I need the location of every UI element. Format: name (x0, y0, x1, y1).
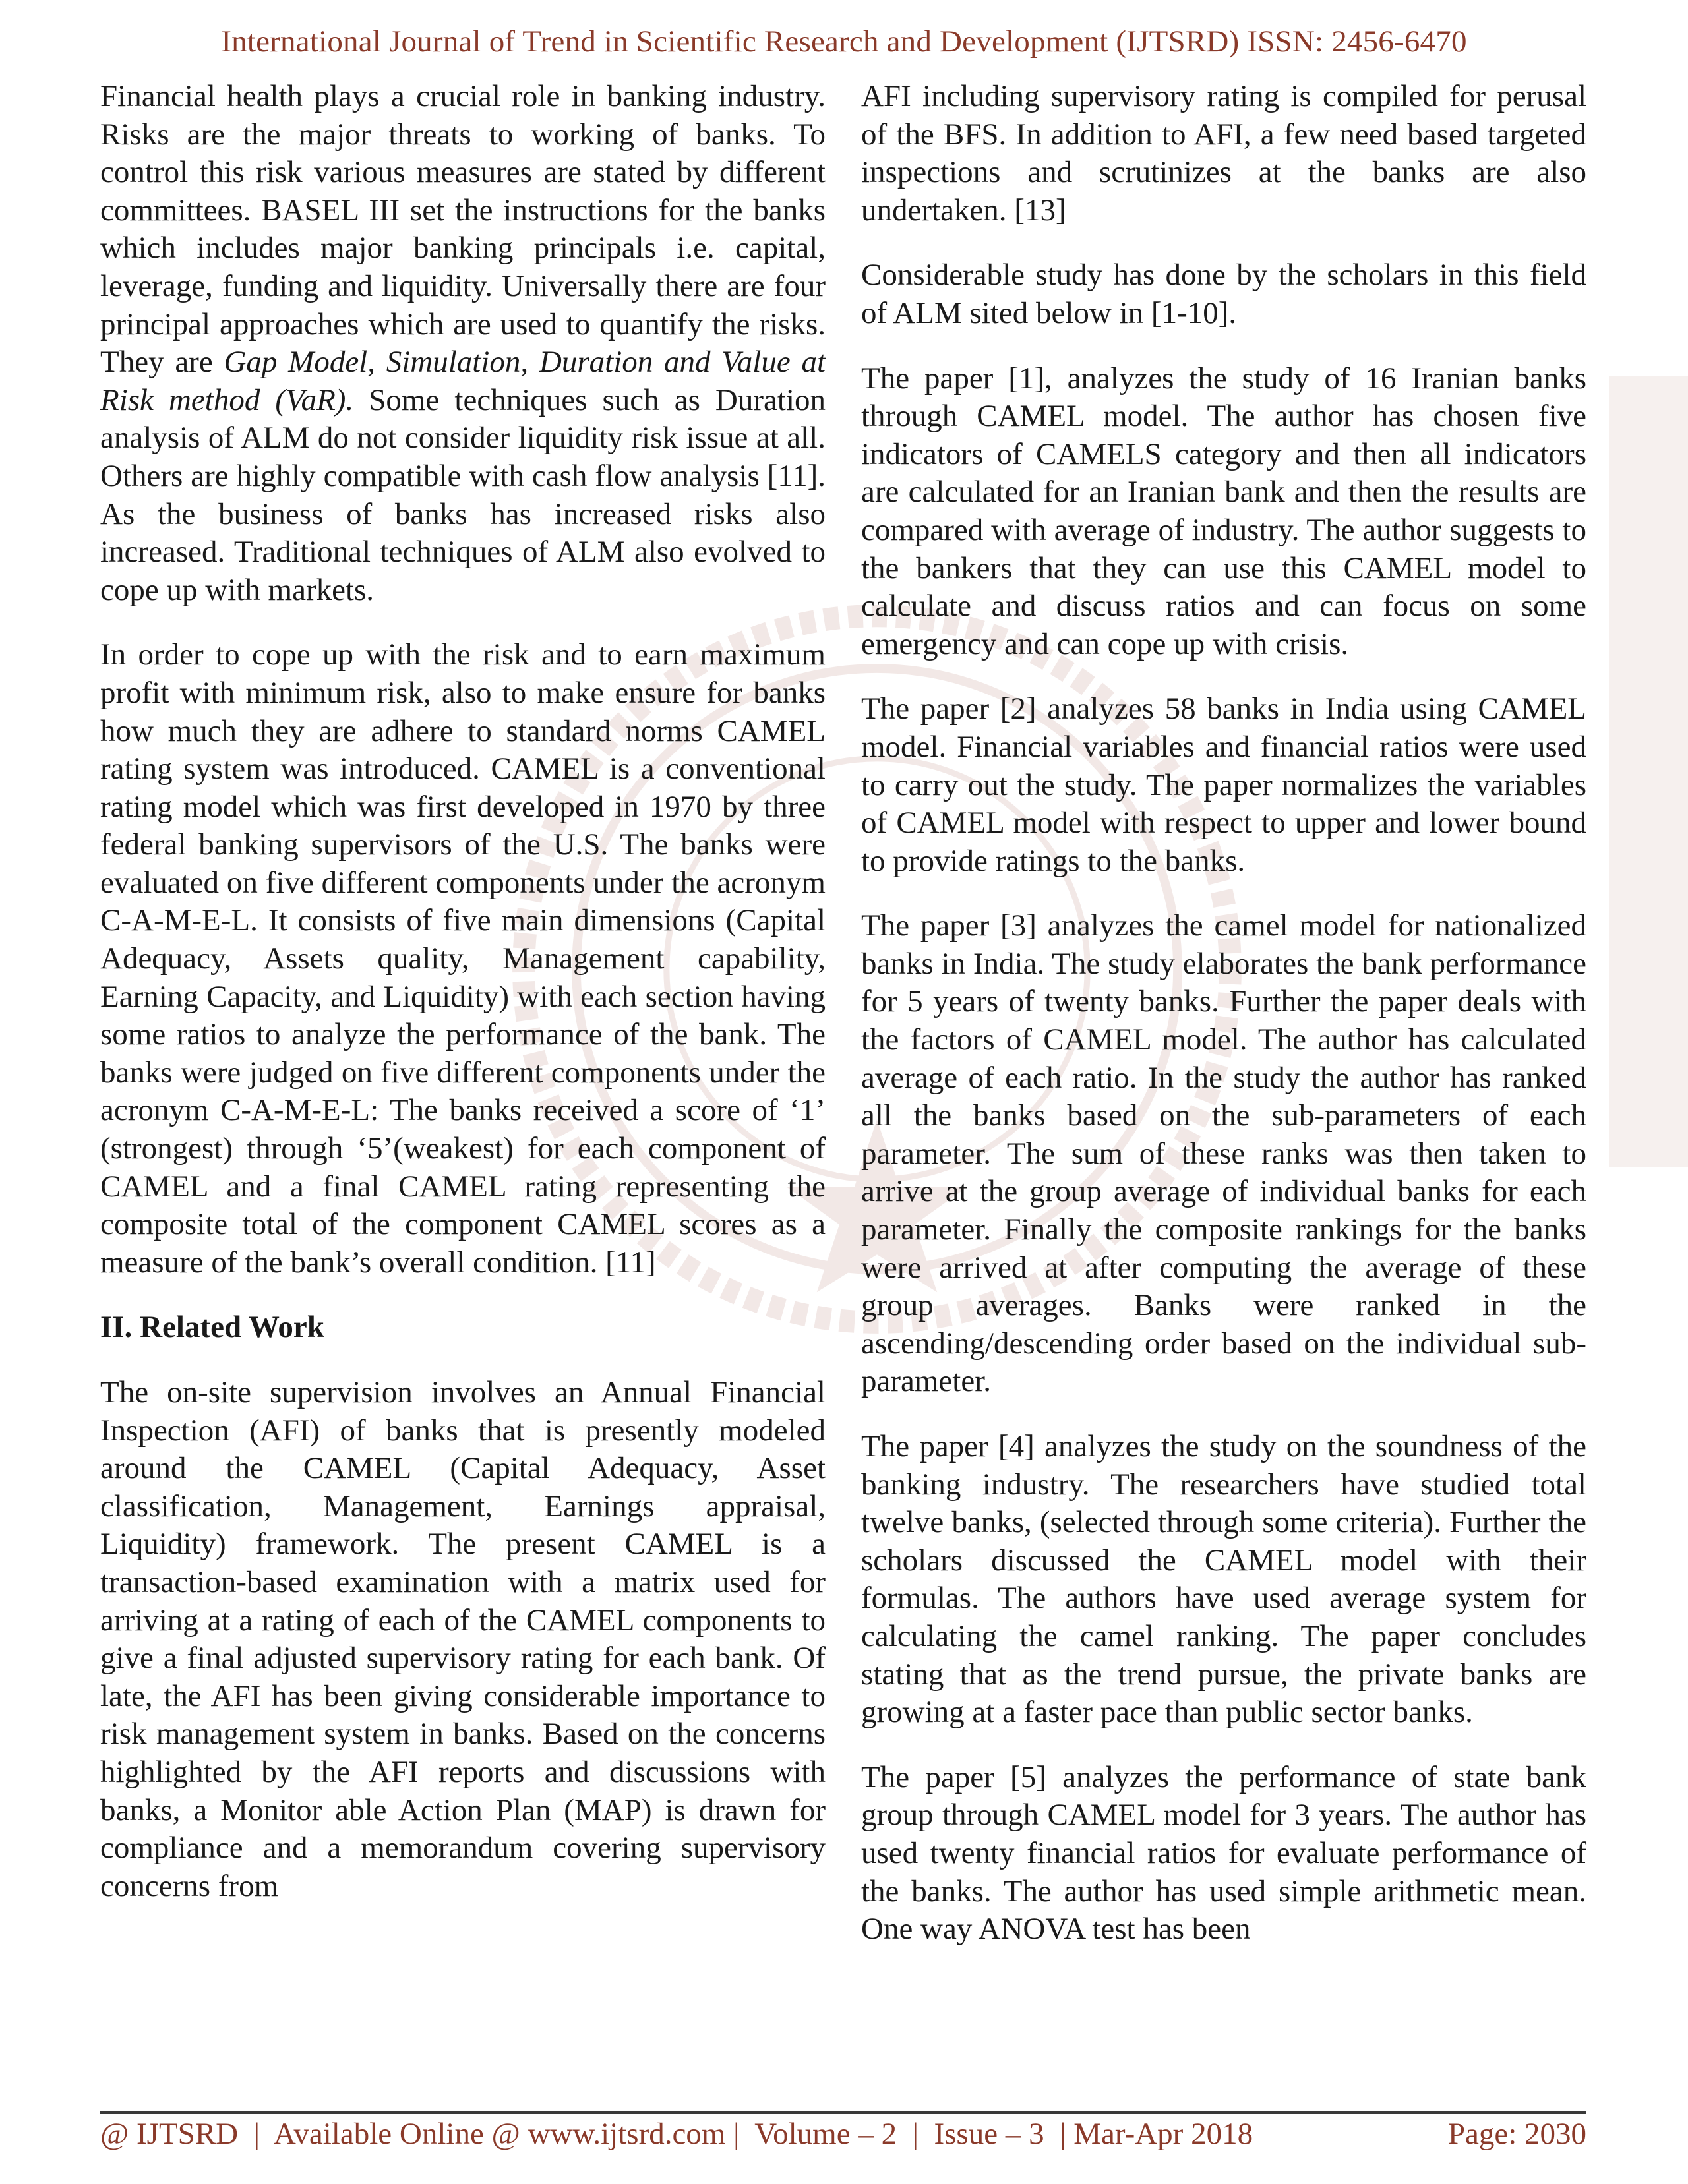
page-number: Page: 2030 (1447, 2117, 1586, 2151)
side-watermark-icon (1609, 343, 1688, 1200)
page-footer (100, 2116, 1586, 2152)
right-column (861, 78, 1586, 1949)
paragraph: Financial health plays a crucial role in banking industry. Risks are the major threats to working of banks. To control this risk various measures are stated by different committees. BASEL III set the instructions for the banks which includes major banking principals i.e. capital, leverage, funding and liquidity. Universally there are four principal approaches which are used to quantify the risks. They are Gap Model, Simulation, Duration and Value at Risk method (VaR). Some techniques such as Duration analysis of ALM do not consider liquidity risk issue at all. Others are highly compatible with cash flow analysis [11]. As the business of banks has increased risks also increased. Traditional techniques of ALM also evolved to cope up with markets. (100, 79, 826, 607)
paragraph: The paper [4] analyzes the study on the soundness of the banking industry. The researchers have studied total twelve banks, (selected through some criteria). Further the scholars discussed the CAMEL model with their formulas. The authors have used average system for calculating the camel ranking. The paper concludes stating that as the trend pursue, the private banks are growing at a faster pace than public sector banks. (861, 1429, 1586, 1730)
paragraph: The paper [3] analyzes the camel model for nationalized banks in India. The study elaborates the bank performance for 5 years of twenty banks. Further the paper deals with the factors of CAMEL model. The author has calculated average of each ratio. In the study the author has ranked all the banks based on the sub-parameters of each parameter. The sum of these ranks was then taken to arrive at the group average of individual banks for each parameter. Finally the composite rankings for the banks were arrived at after computing the average of these group averages. Banks were ranked in the ascending/descending order based on the individual sub-parameter. (861, 908, 1586, 1399)
paragraph: In order to cope up with the risk and to earn maximum profit with minimum risk, also to make ensure for banks how much they are adhere to standard norms CAMEL rating system was introduced. CAMEL is a conventional rating model which was first developed in 1970 by three federal banking supervisors of the U.S. The banks were evaluated on five different components under the acronym C-A-M-E-L. It consists of five main dimensions (Capital Adequacy, Assets quality, Management capability, Earning Capacity, and Liquidity) with each section having some ratios to analyze the performance of the bank. The banks were judged on five different components under the acronym C-A-M-E-L: The banks received a score of ‘1’ (strongest) through ‘5’(weakest) for each component of CAMEL and a final CAMEL rating representing the composite total of the component CAMEL scores as a measure of the bank’s overall condition. [11] (100, 637, 826, 1280)
section-heading: II. Related Work (100, 1310, 324, 1345)
paragraph: AFI including supervisory rating is compiled for perusal of the BFS. In addition to AFI, a few need based targeted inspections and scrutinizes at the banks are also undertaken. [13] (861, 79, 1586, 227)
italic-methods: Gap Model, Simulation, Duration and Value at Risk method (VaR). (100, 345, 826, 417)
left-column (100, 78, 826, 1905)
paragraph: Considerable study has done by the scholars in this field of ALM sited below in [1-10]. (861, 258, 1586, 330)
footer-citation: @ IJTSRD | Available Online @ www.ijtsrd.com | Volume – 2 | Issue – 3 | Mar-Apr 2018 (100, 2117, 1253, 2151)
footer-divider (100, 2111, 1586, 2114)
journal-header: International Journal of Trend in Scientific Research and Development (IJTSRD) ISSN: 2456-6470 (221, 24, 1467, 59)
paragraph: The paper [5] analyzes the performance of state bank group through CAMEL model for 3 years. The author has used twenty financial ratios for evaluate performance of the banks. The author has used simple arithmetic mean. One way ANOVA test has been (861, 1759, 1586, 1947)
paragraph: The paper [1], analyzes the study of 16 Iranian banks through CAMEL model. The author has chosen five indicators of CAMELS category and then all indicators are calculated for an Iranian bank and then the results are compared with average of industry. The author suggests to the bankers that they can use this CAMEL model to calculate and discuss ratios and can focus on some emergency and can cope up with crisis. (861, 361, 1586, 661)
paragraph: The on-site supervision involves an Annual Financial Inspection (AFI) of banks that is presently modeled around the CAMEL (Capital Adequacy, Asset classification, Management, Earnings appraisal, Liquidity) framework. The present CAMEL is a transaction-based examination with a matrix used for arriving at a rating of each of the CAMEL components to give a final adjusted supervisory rating for each bank. Of late, the AFI has been giving considerable importance to risk management system in banks. Based on the concerns highlighted by the AFI reports and discussions with banks, a Monitor able Action Plan (MAP) is drawn for compliance and a memorandum covering supervisory concerns from (100, 1375, 826, 1903)
paragraph: The paper [2] analyzes 58 banks in India using CAMEL model. Financial variables and financial ratios were used to carry out the study. The paper normalizes the variables of CAMEL model with respect to upper and lower bound to provide ratings to the banks. (861, 692, 1586, 878)
